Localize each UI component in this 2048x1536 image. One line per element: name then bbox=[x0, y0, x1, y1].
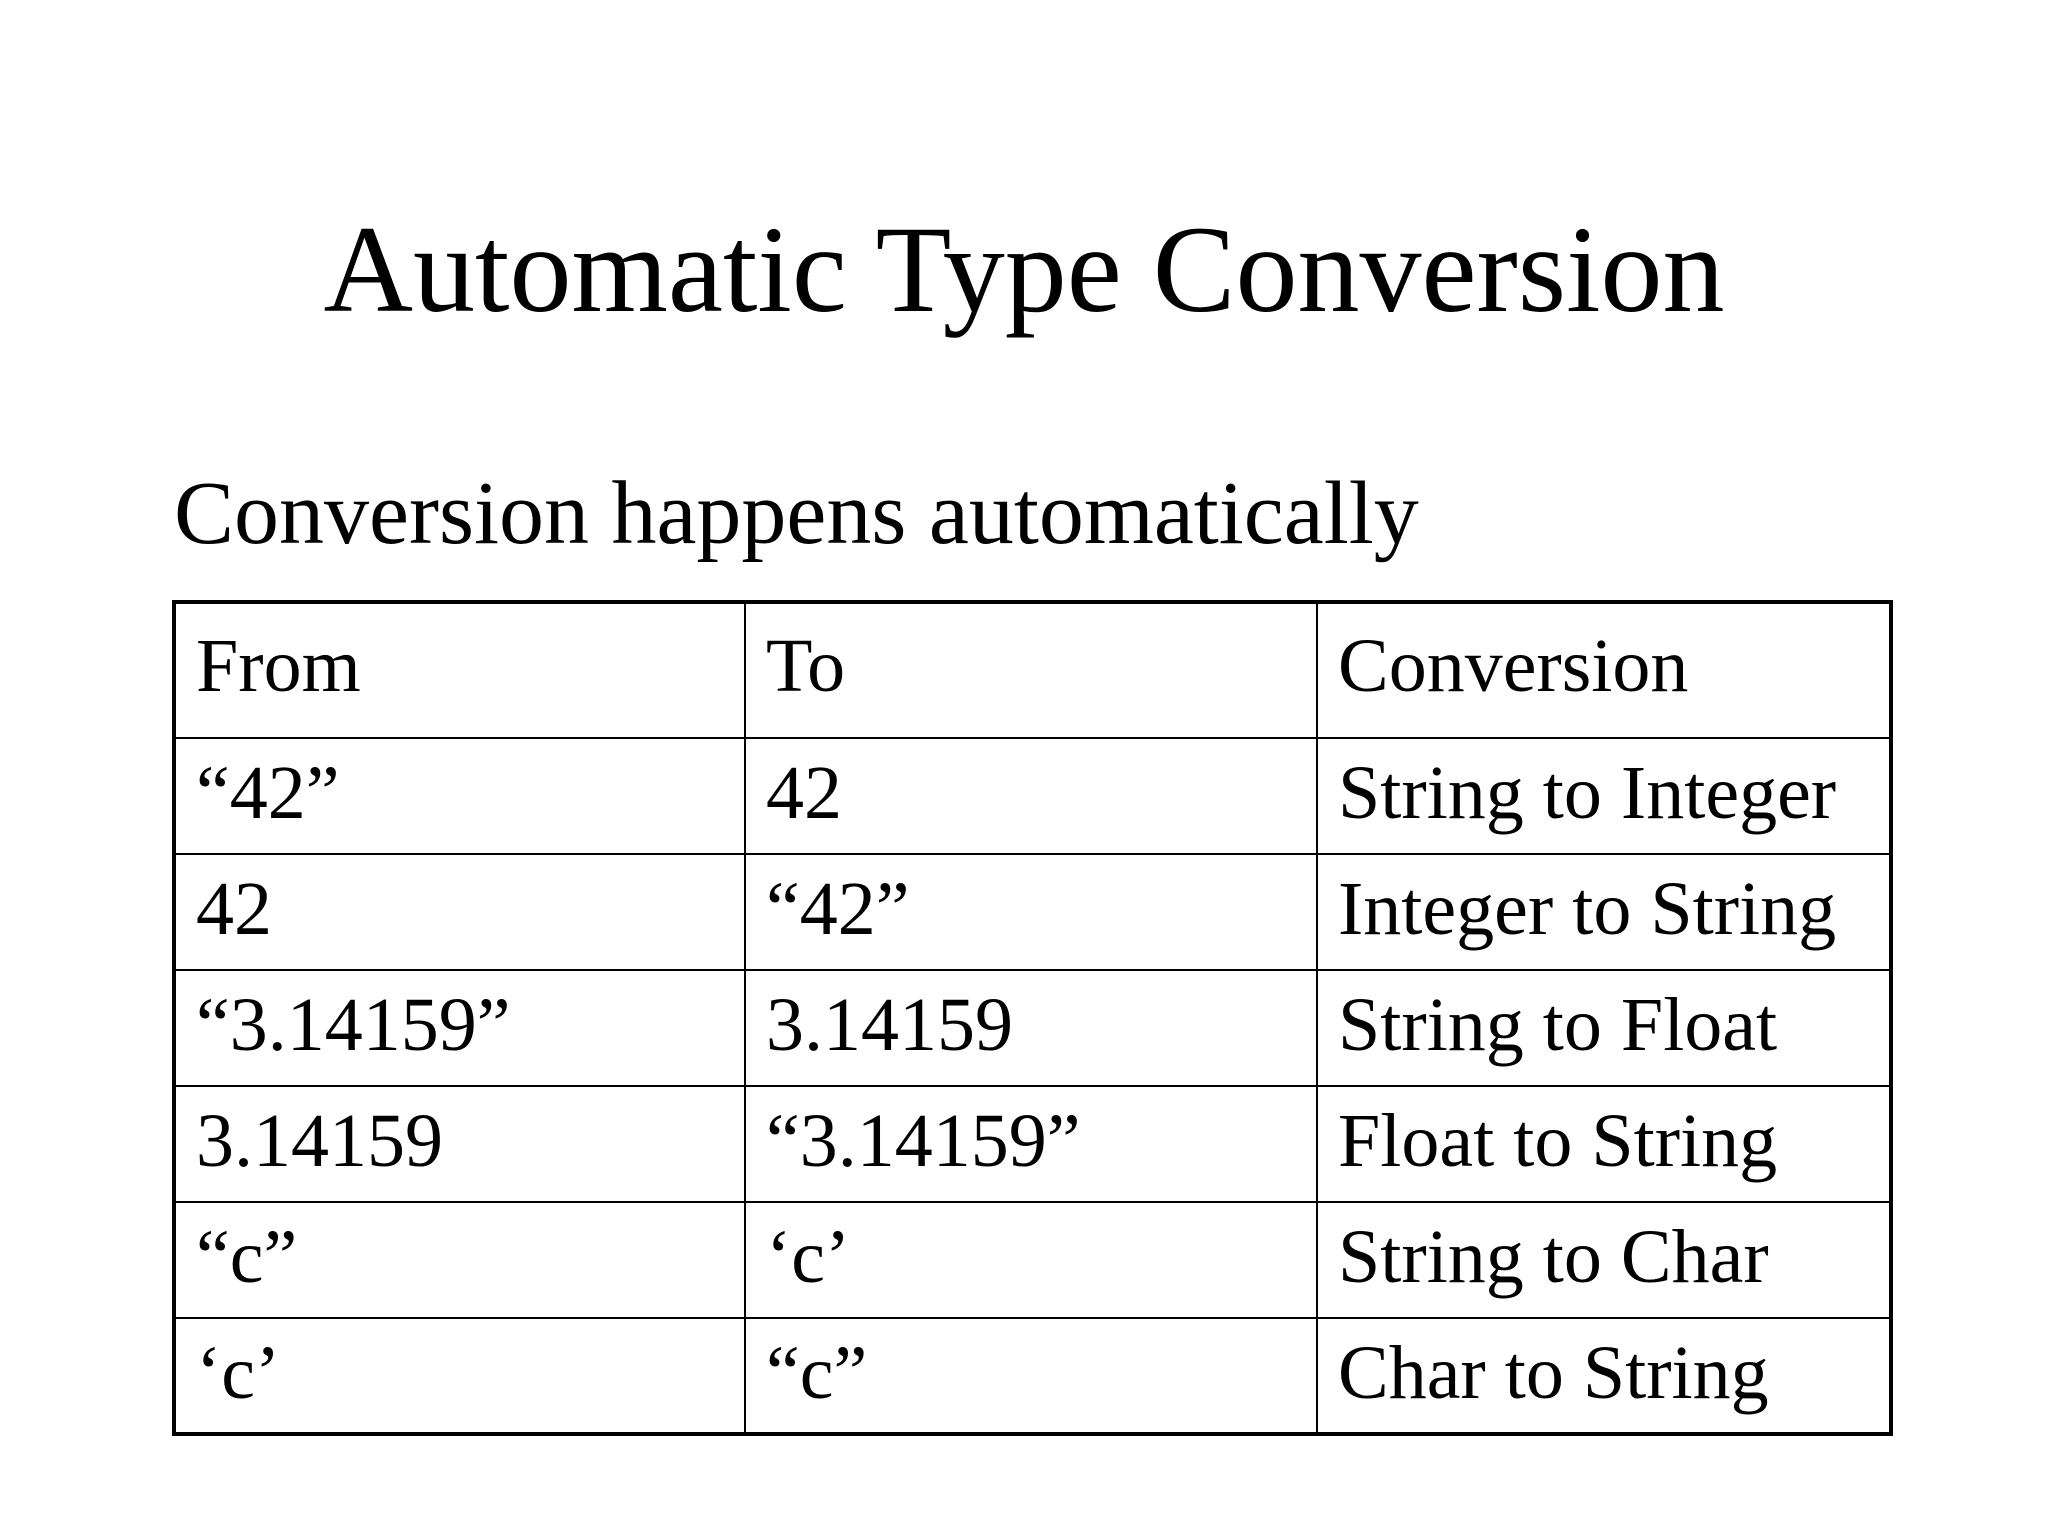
cell-conversion: String to Float bbox=[1317, 970, 1891, 1086]
cell-conversion: Float to String bbox=[1317, 1086, 1891, 1202]
conversion-table bbox=[172, 600, 1893, 1436]
slide-title: Automatic Type Conversion bbox=[323, 201, 1725, 338]
cell-conversion: String to Char bbox=[1317, 1202, 1891, 1318]
cell-to: ‘c’ bbox=[745, 1202, 1317, 1318]
table-row bbox=[174, 1318, 1891, 1434]
table-row bbox=[174, 1086, 1891, 1202]
cell-from: “c” bbox=[174, 1202, 745, 1318]
table-row bbox=[174, 738, 1891, 854]
cell-to: “c” bbox=[745, 1318, 1317, 1434]
cell-from: 42 bbox=[174, 854, 745, 970]
cell-to: 3.14159 bbox=[745, 970, 1317, 1086]
cell-to: “42” bbox=[745, 854, 1317, 970]
cell-to: 42 bbox=[745, 738, 1317, 854]
cell-conversion: Char to String bbox=[1317, 1318, 1891, 1434]
cell-from: “3.14159” bbox=[174, 970, 745, 1086]
cell-to: “3.14159” bbox=[745, 1086, 1317, 1202]
header-from: From bbox=[174, 602, 745, 738]
cell-from: 3.14159 bbox=[174, 1086, 745, 1202]
cell-from: “42” bbox=[174, 738, 745, 854]
cell-conversion: String to Integer bbox=[1317, 738, 1891, 854]
cell-from: ‘c’ bbox=[174, 1318, 745, 1434]
header-to: To bbox=[745, 602, 1317, 738]
table-row bbox=[174, 854, 1891, 970]
table-row bbox=[174, 970, 1891, 1086]
cell-conversion: Integer to String bbox=[1317, 854, 1891, 970]
table-header-row bbox=[174, 602, 1891, 738]
header-conversion: Conversion bbox=[1317, 602, 1891, 738]
table-row bbox=[174, 1202, 1891, 1318]
slide-subtitle: Conversion happens automatically bbox=[174, 464, 1419, 563]
